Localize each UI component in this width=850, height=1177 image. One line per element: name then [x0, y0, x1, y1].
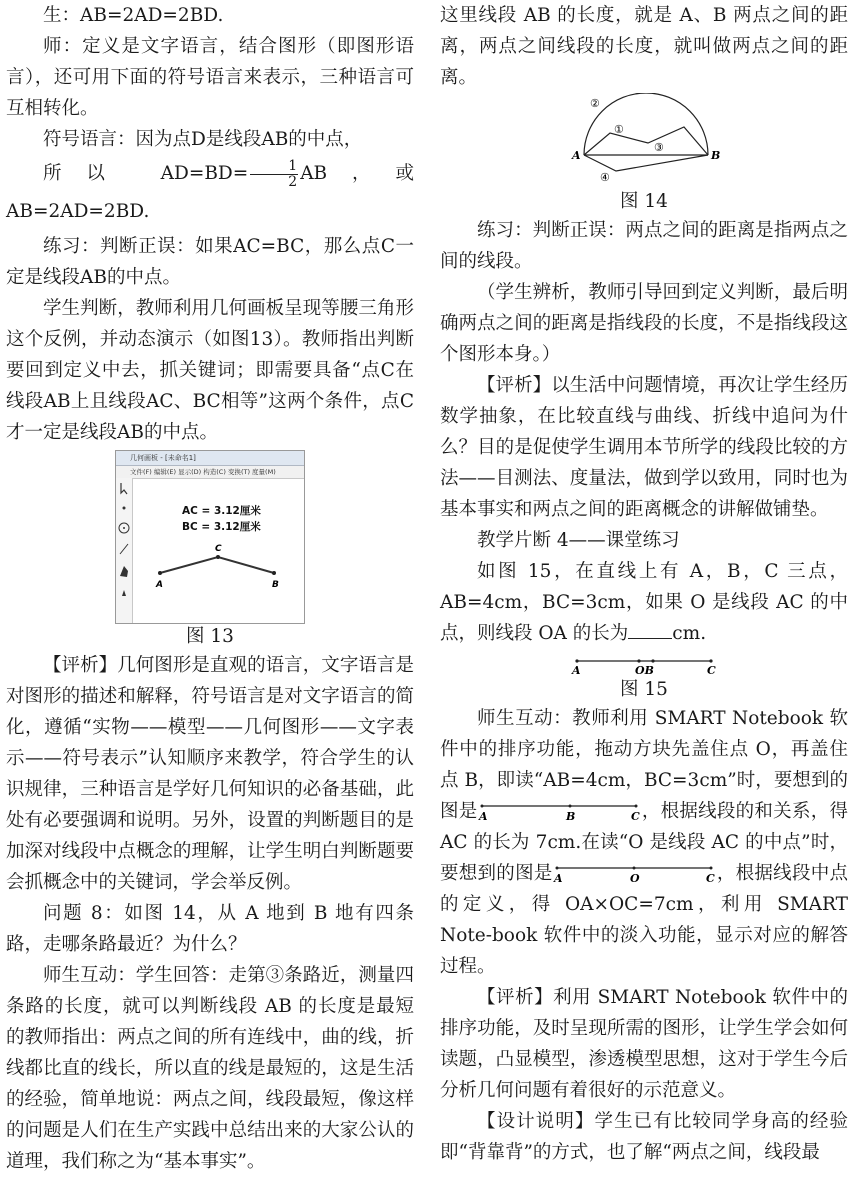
route-2-arc	[584, 93, 708, 155]
app-title-bar: 几何画板 - [未命名1]	[116, 451, 304, 466]
figure-13-screenshot	[115, 450, 305, 624]
fig14-label-a: A	[572, 149, 581, 162]
section-heading-4: 教学片断 4——课堂练习	[477, 530, 680, 551]
analysis-paragraph-2: 【评析】以生活中问题情境，再次让学生经历数学抽象，在比较直线与曲线、折线中追问为什么？目的是促使学生调用本节所学的线段比较的方法——目测法、度量法，做到学以致用，同时也为基本事实和两点之间的距离概念的讲解做铺垫。	[440, 375, 848, 520]
exercise-paragraph: 练习：判断正误：如果AC=BC，那么点C一定是线段AB的中点。	[6, 236, 414, 288]
question-8: 问题 8：如图 14，从 A 地到 B 地有四条路，走哪条路最近？为什么？	[6, 903, 414, 955]
interaction-text-b: ，根据线段的和关系，得 AC 的长为 7cm.在读“O 是线段 AC 的中点”时，要想到的图是	[440, 801, 848, 884]
svg-text:C: C	[705, 872, 715, 885]
right-column	[440, 0, 848, 1168]
svg-text:C: C	[630, 810, 640, 823]
figure-15-diagram	[569, 655, 719, 677]
interaction-text-c: ，根据线段中点的定义，得 OA×OC=7cm，利用 SMART Note-book 软件中的淡入功能，显示对应的解答过程。	[440, 863, 848, 977]
fraction-numerator: 1	[250, 159, 298, 175]
fraction-half	[250, 159, 298, 190]
left-column	[6, 0, 414, 1177]
figure-13-caption: 图 13	[186, 626, 234, 647]
label-a: A	[156, 580, 163, 590]
inline-figure-aoc	[553, 863, 717, 885]
exercise-unit: cm.	[672, 623, 707, 644]
interaction-paragraph-2	[440, 703, 848, 982]
formula-part-b: AB，或 AB=2AD=2BD.	[6, 163, 414, 222]
distance-definition: 这里线段 AB 的长度，就是 A、B 两点之间的距离，两点之间线段的长度，就叫做两点之间的距离。	[440, 5, 848, 88]
figure-14-diagram	[564, 93, 724, 189]
svg-text:A: A	[553, 872, 563, 885]
student-discussion: （学生辨析，教师引导回到定义判断，最后明确两点之间的距离是指线段的长度，不是指线段这个图形本身。）	[440, 282, 848, 365]
fig14-label-b: B	[711, 149, 721, 162]
triangle-sides	[160, 557, 274, 573]
fraction-denominator: 2	[288, 173, 298, 190]
route-3-label: ③	[654, 141, 664, 154]
figure-15-caption: 图 15	[620, 679, 668, 700]
symbol-language-line: 符号语言：因为点D是线段AB的中点，	[43, 129, 363, 150]
route-1-label: ①	[614, 123, 624, 136]
figure-14-caption: 图 14	[620, 191, 668, 212]
formula-part-a: 所以 AD=BD=	[43, 163, 249, 184]
exercise-2: 练习：判断正误：两点之间的距离是指两点之间的线段。	[440, 220, 848, 272]
formula-line	[6, 155, 414, 231]
fig15-label-a: A	[572, 664, 581, 677]
fig15-label-ob: OB	[635, 664, 654, 677]
interaction-paragraph-1: 师生互动：学生回答：走第③条路近，测量四条路的长度，就可以判断线段 AB 的长度是最短的教师指出：两点之间的所有连线中，曲的线，折线都比直的线长，所以直的线是最短的，这是生活的经验，简单地说：两点之间，线段最短，像这样的问题是人们在生产实践中总结出来的大家公认的道理，我们称之为“基本事实”。	[6, 965, 414, 1172]
svg-text:A: A	[478, 810, 488, 823]
route-4-label: ④	[600, 171, 610, 184]
triangle-diagram	[116, 451, 304, 623]
route-4-polyline	[584, 155, 708, 171]
svg-text:B: B	[565, 810, 575, 823]
student-answer: 生：AB=2AD=2BD.	[43, 5, 224, 26]
label-c: C	[215, 544, 222, 554]
label-b: B	[272, 580, 279, 590]
inline-figure-abc	[478, 801, 642, 823]
fig15-label-c: C	[707, 664, 716, 677]
exercise-text: 如图 15，在直线上有 A，B，C 三点，AB=4cm，BC=3cm，如果 O 是线段 AC 的中点，则线段 OA 的长为	[440, 561, 848, 644]
exercise-figure-15	[440, 556, 848, 649]
route-1-polyline	[584, 127, 708, 155]
design-note: 【设计说明】学生已有比较同学身高的经验即“背靠背”的方式，也了解“两点之间，线段最	[440, 1111, 848, 1163]
measure-bc: BC = 3.12厘米	[182, 521, 261, 533]
measure-ac: AC = 3.12厘米	[182, 505, 261, 517]
analysis-paragraph-1: 【评析】几何图形是直观的语言，文字语言是对图形的描述和解释，符号语言是对文字语言的简化，遵循“实物——模型——几何图形——文字表示——符号表示”认知顺序来教学，符合学生的认识规律，三种语言是学好几何知识的必备基础，此处有必要强调和说明。另外，设置的判断题目的是加深对线段中点概念的理解，让学生明白判断题要会抓概念中的关键词，学会举反例。	[6, 655, 414, 893]
answer-blank	[628, 620, 672, 639]
app-menu-bar: 文件(F) 编辑(E) 显示(D) 构造(C) 变换(T) 度量(M)	[116, 466, 304, 479]
route-2-label: ②	[590, 97, 600, 110]
analysis-paragraph-3: 【评析】利用 SMART Notebook 软件中的排序功能，及时呈现所需的图形，让学生学会如何读题，凸显模型，渗透模型思想，这对于学生今后分析几何问题有着很好的示范意义。	[440, 987, 848, 1101]
teacher-definition-paragraph: 师：定义是文字语言，结合图形（即图形语言），还可用下面的符号语言来表示，三种语言可互相转化。	[6, 36, 414, 119]
counterexample-paragraph: 学生判断，教师利用几何画板呈现等腰三角形这个反例，并动态演示（如图13）。教师指出判断要回到定义中去，抓关键词；即需要具备“点C在线段AB上且线段AC、BC相等”这两个条件，点C才一定是线段AB的中点。	[6, 298, 414, 443]
svg-text:O: O	[629, 872, 640, 885]
interaction-text-a: 师生互动：教师利用 SMART Notebook 软件中的排序功能，拖动方块先盖住点 O，再盖住点 B，即读“AB=4cm，BC=3cm”时，要想到的图是	[440, 708, 848, 822]
